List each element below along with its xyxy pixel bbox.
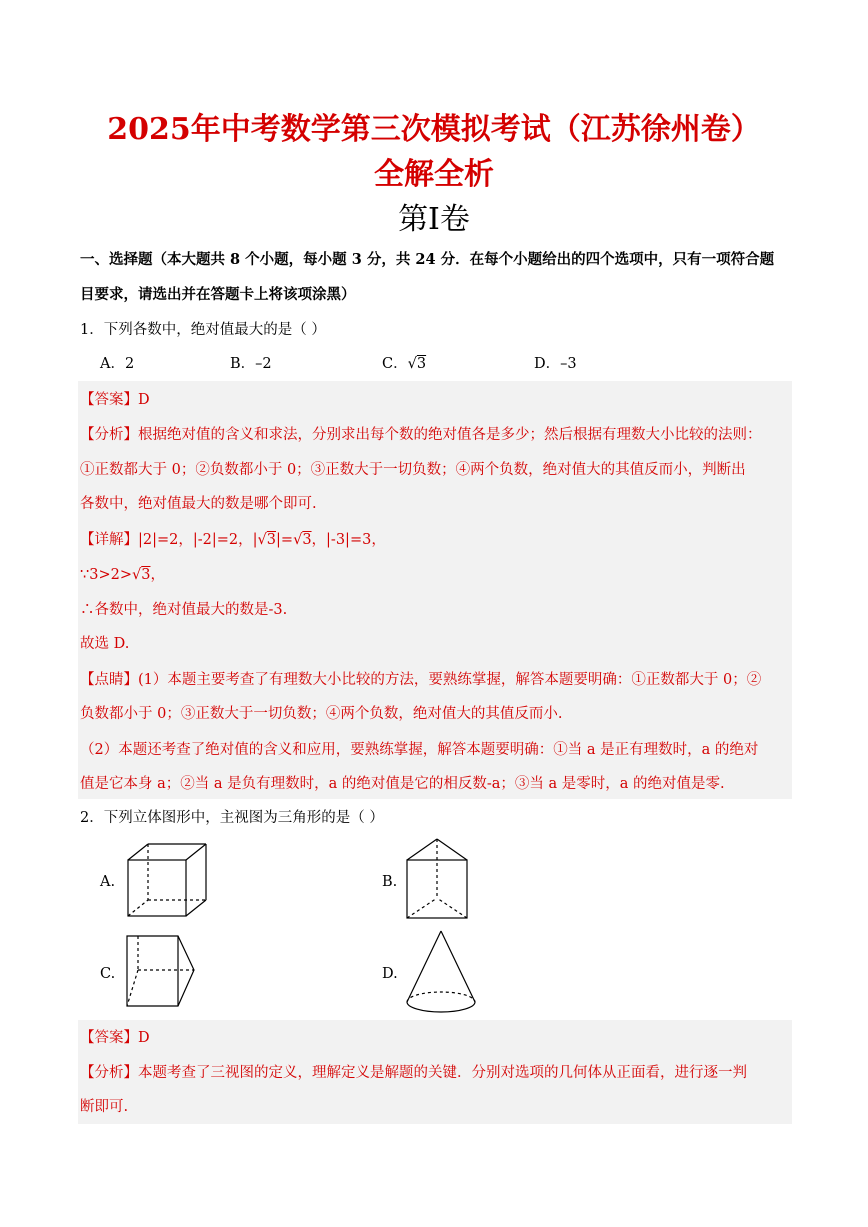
sqrt-symbol: √ (131, 567, 142, 583)
cube-figure (124, 840, 210, 920)
instructions-line1: 一、选择题（本大题共 8 个小题，每小题 3 分，共 24 分．在每个小题给出的四个选项中，只有一项符合题 (80, 251, 775, 268)
answer-value: D (138, 1030, 150, 1046)
q1-note-line4: 值是它本身 a；②当 a 是负有理数时，a 的绝对值是它的相反数-a；③当 a 是零时，a 的绝对值是零. (80, 776, 725, 792)
answer-tag: 【答案】 (80, 1030, 138, 1046)
cone-figure (404, 928, 478, 1020)
title-line2: 全解全析 (374, 157, 494, 192)
answer-tag: 【答案】 (80, 392, 138, 408)
analysis-text: 根据绝对值的含义和求法，分别求出每个数的绝对值各是多少；然后根据有理数大小比较的法则： (138, 427, 762, 443)
q2-answer (80, 1028, 800, 1048)
q1-because (80, 565, 800, 585)
sqrt-symbol: √ (257, 532, 267, 548)
analysis-text: 本题考查了三视图的定义，理解定义是解题的关键．分别对选项的几何体从正面看，进行逐一判 (138, 1065, 747, 1081)
triangular-prism-figure (404, 836, 470, 922)
detail-text: 3 (266, 532, 277, 548)
q1-therefore: ∴各数中，绝对值最大的数是-3. (80, 602, 288, 618)
title-line1: 2025年中考数学第三次模拟考试（江苏徐州卷） (107, 112, 761, 147)
because-text: ∵3>2> (80, 567, 132, 583)
option-letter: B． (230, 356, 256, 372)
q1-note-line2: 负数都小于 0；③正数大于一切负数；④两个负数，绝对值大的其值反而小. (80, 706, 563, 722)
q1-note-line1 (80, 670, 800, 690)
note-text: (1）本题主要考查了有理数大小比较的方法，要熟练掌握，解答本题要明确：①正数都大于 0；② (138, 672, 762, 688)
option-letter: A． (100, 356, 125, 372)
detail-text: |= (276, 532, 294, 548)
analysis-tag: 【分析】 (80, 427, 138, 443)
q1-option-b (230, 354, 272, 374)
q1-detail (80, 530, 800, 550)
detail-text: 3 (302, 532, 312, 548)
q2-option-d-label: D. (382, 966, 398, 982)
answer-value: D (138, 392, 150, 408)
detail-tag: 【详解】 (80, 532, 138, 548)
q1-choose: 故选 D. (80, 636, 130, 652)
q2-option-b-label: B. (382, 874, 398, 890)
q2-analysis-line2: 断即可. (80, 1099, 129, 1115)
q1-analysis-line2: ①正数都大于 0；②负数都小于 0；③正数大于一切负数；④两个负数，绝对值大的其值反而小，判断出 (80, 462, 746, 478)
option-text: –3 (560, 356, 577, 372)
q1-option-c (382, 354, 426, 374)
detail-text: ，|-3|=3， (311, 532, 386, 548)
q2-option-c-label: C. (100, 966, 116, 982)
because-text: ， (150, 567, 165, 583)
sqrt-symbol: √ (293, 532, 303, 548)
q1-analysis-line1 (80, 425, 800, 445)
q2-option-a-label: A. (100, 874, 116, 890)
q1-answer (80, 390, 800, 410)
q1-stem: 1．下列各数中，绝对值最大的是（ ） (80, 322, 326, 338)
option-letter: C． (382, 356, 408, 372)
note-tag: 【点睛】 (80, 672, 138, 688)
section-title: 第I卷 (398, 202, 470, 237)
detail-text: |2|=2，|-2|=2，| (138, 532, 258, 548)
option-text: 2 (124, 356, 135, 372)
q1-option-a (100, 354, 134, 374)
because-text: 3 (141, 567, 151, 583)
pentagonal-prism-figure (124, 932, 196, 1012)
analysis-tag: 【分析】 (80, 1065, 138, 1081)
instructions-line2: 目要求，请选出并在答题卡上将该项涂黑） (80, 286, 356, 303)
q2-stem: 2．下列立体图形中，主视图为三角形的是（ ） (80, 810, 384, 826)
q1-option-d (534, 354, 577, 374)
option-text: 3 (416, 356, 427, 372)
q1-note-line3: （2）本题还考查了绝对值的含义和应用，要熟练掌握，解答本题要明确：①当 a 是正有理数时，a 的绝对 (80, 742, 759, 758)
q1-analysis-line3: 各数中，绝对值最大的数是哪个即可. (80, 496, 317, 512)
option-text: –2 (255, 356, 272, 372)
q2-analysis-line1 (80, 1063, 800, 1083)
option-letter: D． (534, 356, 561, 372)
sqrt-symbol: √ (407, 356, 417, 372)
